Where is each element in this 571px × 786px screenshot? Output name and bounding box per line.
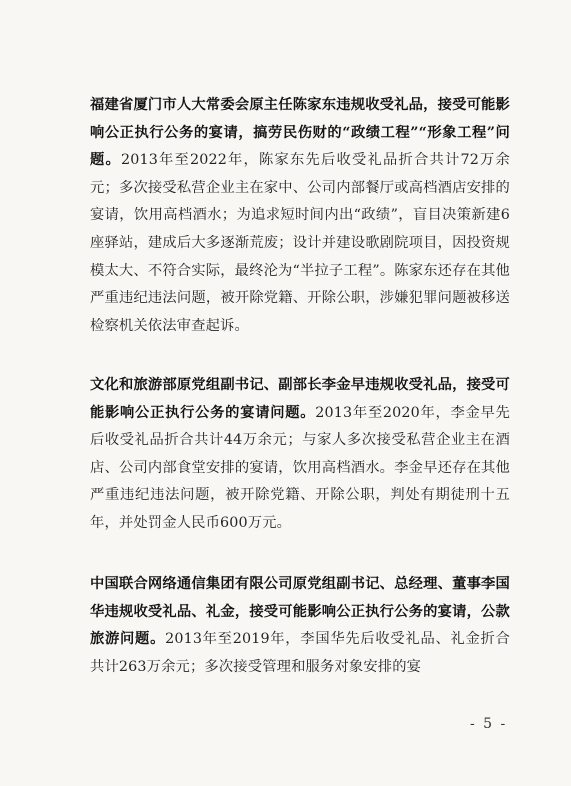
paragraph-body: 2013年至2022年，陈家东先后收受礼品折合共计72万余元；多次接受私营企业主在家中、公司内部餐厅或高档酒店安排的宴请，饮用高档酒水；为追求短时间内出“政绩”，盲目决策新建6座驿站，建成后大多逐渐荒废；设计并建设歌剧院项目，因投资规模太大、不符合实际，最终沦为“半拉子工程”。陈家东还存在其他严重违纪违法问题，被开除党籍、开除公职，涉嫌犯罪问题被移送检察机关依法审查起诉。 [90, 152, 510, 334]
paragraph-chen-jiadong [90, 92, 510, 340]
paragraph-lead: 文化和旅游部原党组副书记、副部长李金早违规收受礼品，接受可能影响公正执行公务的宴请问题。 [90, 377, 510, 421]
paragraph-lead: 福建省厦门市人大常委会原主任陈家东违规收受礼品，接受可能影响公正执行公务的宴请，搞劳民伤财的“政绩工程”“形象工程”问题。 [90, 97, 510, 169]
paragraph-body: 2013年至2020年，李金早先后收受礼品折合共计44万余元；与家人多次接受私营企业主在酒店、公司内部食堂安排的宴请，饮用高档酒水。李金早还存在其他严重违纪违法问题，被开除党籍、开除公职，判处有期徒刑十五年，并处罚金人民币600万元。 [90, 404, 510, 531]
paragraph-li-guohua [90, 571, 510, 681]
page-number: - 5 - [470, 716, 508, 732]
paragraph-lead: 中国联合网络通信集团有限公司原党组副书记、总经理、董事李国华违规收受礼品、礼金，接受可能影响公正执行公务的宴请，公款旅游问题。 [90, 576, 510, 648]
paragraph-body: 2013年至2019年，李国华先后收受礼品、礼金折合共计263万余元；多次接受管理和服务对象安排的宴 [90, 631, 511, 675]
paragraph-li-jinzao [90, 372, 510, 538]
